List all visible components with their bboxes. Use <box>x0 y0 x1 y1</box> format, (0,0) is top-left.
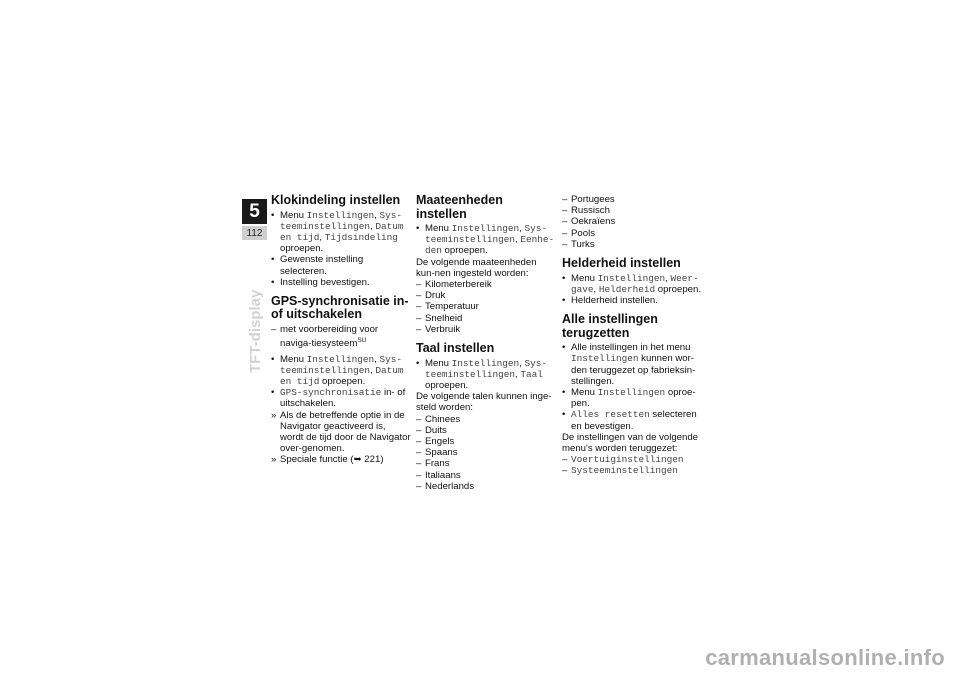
gps-menu-step: • Menu Instellingen, Sys-teeminstellingen, Datum en tijd oproepen. <box>271 354 411 388</box>
gps-special-function: » Speciale functie (➥ 221) <box>271 454 411 465</box>
gps-toggle-step: • GPS-synchronisatie in- of uitschakelen. <box>271 387 411 409</box>
clock-select-step: • Gewenste instelling selecteren. <box>271 254 411 276</box>
column-1 <box>271 194 411 466</box>
watermark: carmanualsonline.info <box>705 645 945 670</box>
clock-heading: Klokindeling instellen <box>271 193 401 207</box>
units-intro: De volgende maateenheden kun-nen ingesteld worden: <box>416 256 537 279</box>
clock-menu-step: • Menu Instellingen, Sys-teeminstellingen, Datum en tijd, Tijdsindeling oproepen. <box>271 210 411 255</box>
list-item: – Oekraïens <box>562 216 702 227</box>
page-number: 112 <box>242 226 267 240</box>
gps-result: » Als de betreffende optie in de Navigator geactiveerd is, wordt de tijd door de Navigator over-genomen. <box>271 410 411 455</box>
units-heading: Maateenheden instellen <box>416 193 503 221</box>
list-item: – Voertuiginstellingen <box>562 454 702 465</box>
language-menu-step: • Menu Instellingen, Sys-teeminstellingen, Taal oproepen. <box>416 358 556 392</box>
units-menu-step: • Menu Instellingen, Sys-teeminstellingen, Eenhe-den oproepen. <box>416 223 556 257</box>
gps-heading: GPS-synchronisatie in- of uitschakelen <box>271 293 409 322</box>
list-item: – Duits <box>416 425 556 436</box>
list-item: – Frans <box>416 458 556 469</box>
arrow-reference-icon: ➥ <box>353 454 362 466</box>
list-item: – Turks <box>562 239 702 250</box>
list-item: – Systeeminstellingen <box>562 465 702 476</box>
reset-menu-step: • Menu Instellingen oproe-pen. <box>562 387 702 409</box>
list-item: – Kilometerbereik <box>416 279 556 290</box>
list-item: – Spaans <box>416 447 556 458</box>
brightness-heading: Helderheid instellen <box>562 256 681 271</box>
brightness-menu-step: • Menu Instellingen, Weer-gave, Helderheid oproepen. <box>562 273 702 295</box>
column-2 <box>416 194 556 492</box>
list-item: – Nederlands <box>416 481 556 492</box>
list-item: – Verbruik <box>416 324 556 335</box>
language-intro: De volgende talen kunnen inge-steld worden: <box>416 391 552 414</box>
reset-select-step: • Alles resetten selecteren en bevestigen. <box>562 409 702 431</box>
chapter-number: 5 <box>242 199 267 224</box>
list-item: – Portugees <box>562 194 702 205</box>
reset-info: • Alle instellingen in het menu Instellingen kunnen wor-den teruggezet op fabrieksin-stellingen. <box>562 342 702 387</box>
chapter-title: TFT-display <box>247 289 264 373</box>
list-item: – Chinees <box>416 414 556 425</box>
list-item: – Druk <box>416 290 556 301</box>
clock-confirm-step: • Instelling bevestigen. <box>271 277 411 288</box>
reset-intro: De instellingen van de volgende menu's worden teruggezet: <box>562 431 699 454</box>
list-item: – Temperatuur <box>416 301 556 312</box>
brightness-adjust-step: • Helderheid instellen. <box>562 295 702 306</box>
list-item: – Pools <box>562 228 702 239</box>
list-item: – Russisch <box>562 205 702 216</box>
gps-condition: – met voorbereiding voor naviga-tiesysteem$^{SU}$ <box>271 324 411 350</box>
column-3 <box>562 194 702 477</box>
list-item: – Engels <box>416 436 556 447</box>
language-heading: Taal instellen <box>416 341 495 356</box>
reset-heading: Alle instellingen terugzetten <box>562 312 658 340</box>
list-item: – Italiaans <box>416 470 556 481</box>
list-item: – Snelheid <box>416 313 556 324</box>
